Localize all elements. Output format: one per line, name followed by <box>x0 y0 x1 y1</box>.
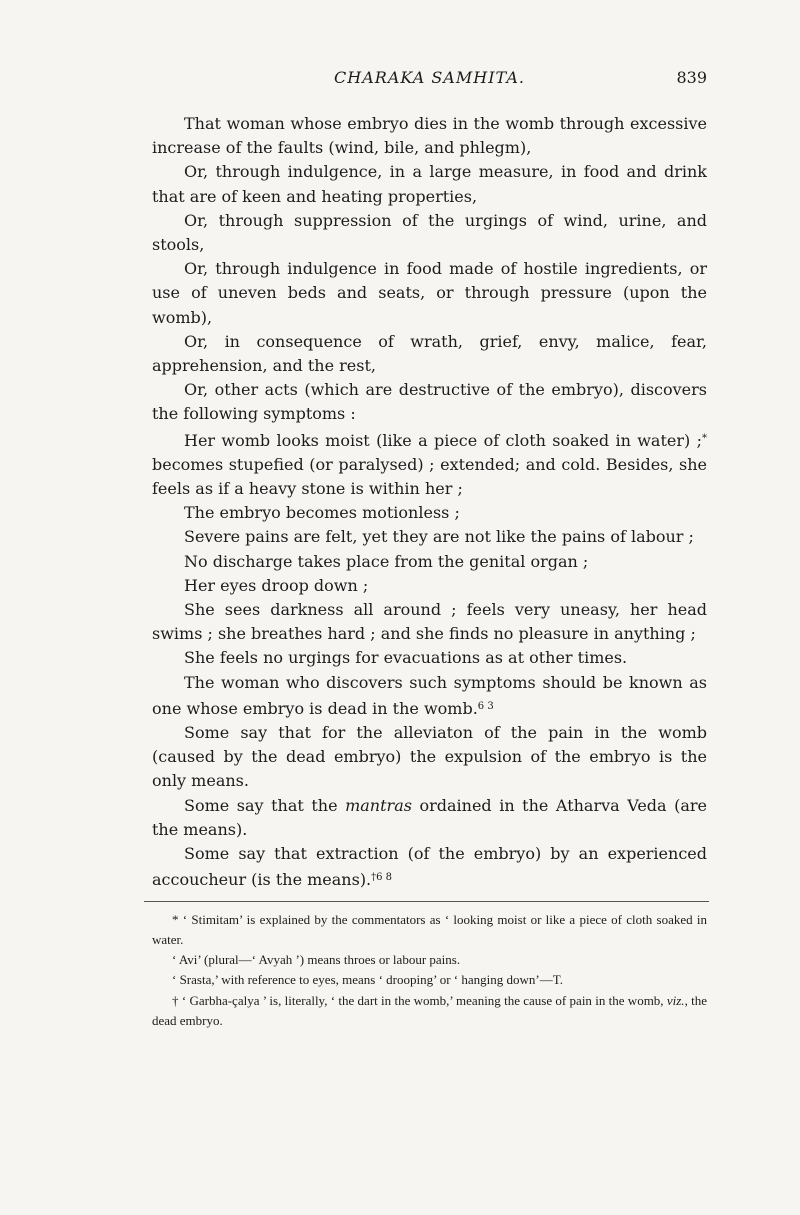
paragraph: Or, through indulgence, in a large measure, in food and drink that are of keen and heating properties, <box>152 162 707 206</box>
footnote: * ‘ Stimitam’ is explained by the commentators as ‘ looking moist or like a piece of cloth soaked in water. <box>152 911 707 947</box>
paragraph: Or, other acts (which are destructive of the embryo), discovers the following symptoms : <box>152 380 707 424</box>
paragraph: Some say that the mantras ordained in the Atharva Veda (are the means). <box>152 795 707 839</box>
running-header <box>152 68 707 94</box>
paragraph: That woman whose embryo dies in the womb through excessive increase of the faults (wind, bile, and phlegm), <box>152 114 707 158</box>
paragraph: Or, through indulgence in food made of hostile ingredients, or use of uneven beds and seats, or through pressure (upon the womb), <box>152 259 707 327</box>
paragraph: The embryo becomes motionless ; <box>184 503 460 523</box>
paragraph: No discharge takes place from the genital organ ; <box>184 551 589 571</box>
verse-number: †6 8 <box>371 872 393 884</box>
header-title: CHARAKA SAMHITA. <box>334 68 525 87</box>
paragraph: Or, in consequence of wrath, grief, envy, malice, fear, apprehension, and the rest, <box>152 331 707 376</box>
footnote-divider <box>144 901 709 902</box>
paragraph: Her womb looks moist (like a piece of cloth soaked in water) ;* becomes stupefied (or paralysed) ; extended; and cold. Besides, she feels as if a heavy stone is within her ; <box>152 430 707 499</box>
paragraph: She sees darkness all around ; feels very uneasy, her head swims ; she breathes hard ; and she finds no pleasure in anything ; <box>152 600 707 644</box>
paragraph: Or, through suppression of the urgings of wind, urine, and stools, <box>152 210 707 255</box>
footnote: † ‘ Garbha-çalya ’ is, literally, ‘ the dart in the womb,’ meaning the cause of pain in the womb, viz., the dead embryo. <box>152 992 707 1028</box>
page-number: 839 <box>676 68 707 87</box>
paragraph: Some say that for the alleviaton of the pain in the womb (caused by the dead embryo) the expulsion of the embryo is the only means. <box>152 723 707 791</box>
paragraph: Her eyes droop down ; <box>184 575 369 595</box>
footnotes <box>152 910 707 1032</box>
paragraph: Severe pains are felt, yet they are not like the pains of labour ; <box>184 527 694 547</box>
footnote: ‘ Srasta,’ with reference to eyes, means ‘ drooping’ or ‘ hanging down’—T. <box>172 972 563 988</box>
body-text <box>152 112 707 893</box>
footnote: ‘ Avi’ (plural—‘ Avyah ’) means throes or labour pains. <box>172 952 461 968</box>
paragraph: She feels no urgings for evacuations as at other times. <box>184 648 628 668</box>
paragraph: Some say that extraction (of the embryo) by an experienced accoucheur (is the means).$^{\dagger 6 8}$ <box>152 844 707 890</box>
page <box>152 68 707 1031</box>
verse-number: 6 3 <box>477 700 494 712</box>
footnote-marker: * <box>702 432 707 444</box>
paragraph: The woman who discovers such symptoms should be known as one whose embryo is dead in the womb.$^{6 3}$ <box>152 672 707 718</box>
